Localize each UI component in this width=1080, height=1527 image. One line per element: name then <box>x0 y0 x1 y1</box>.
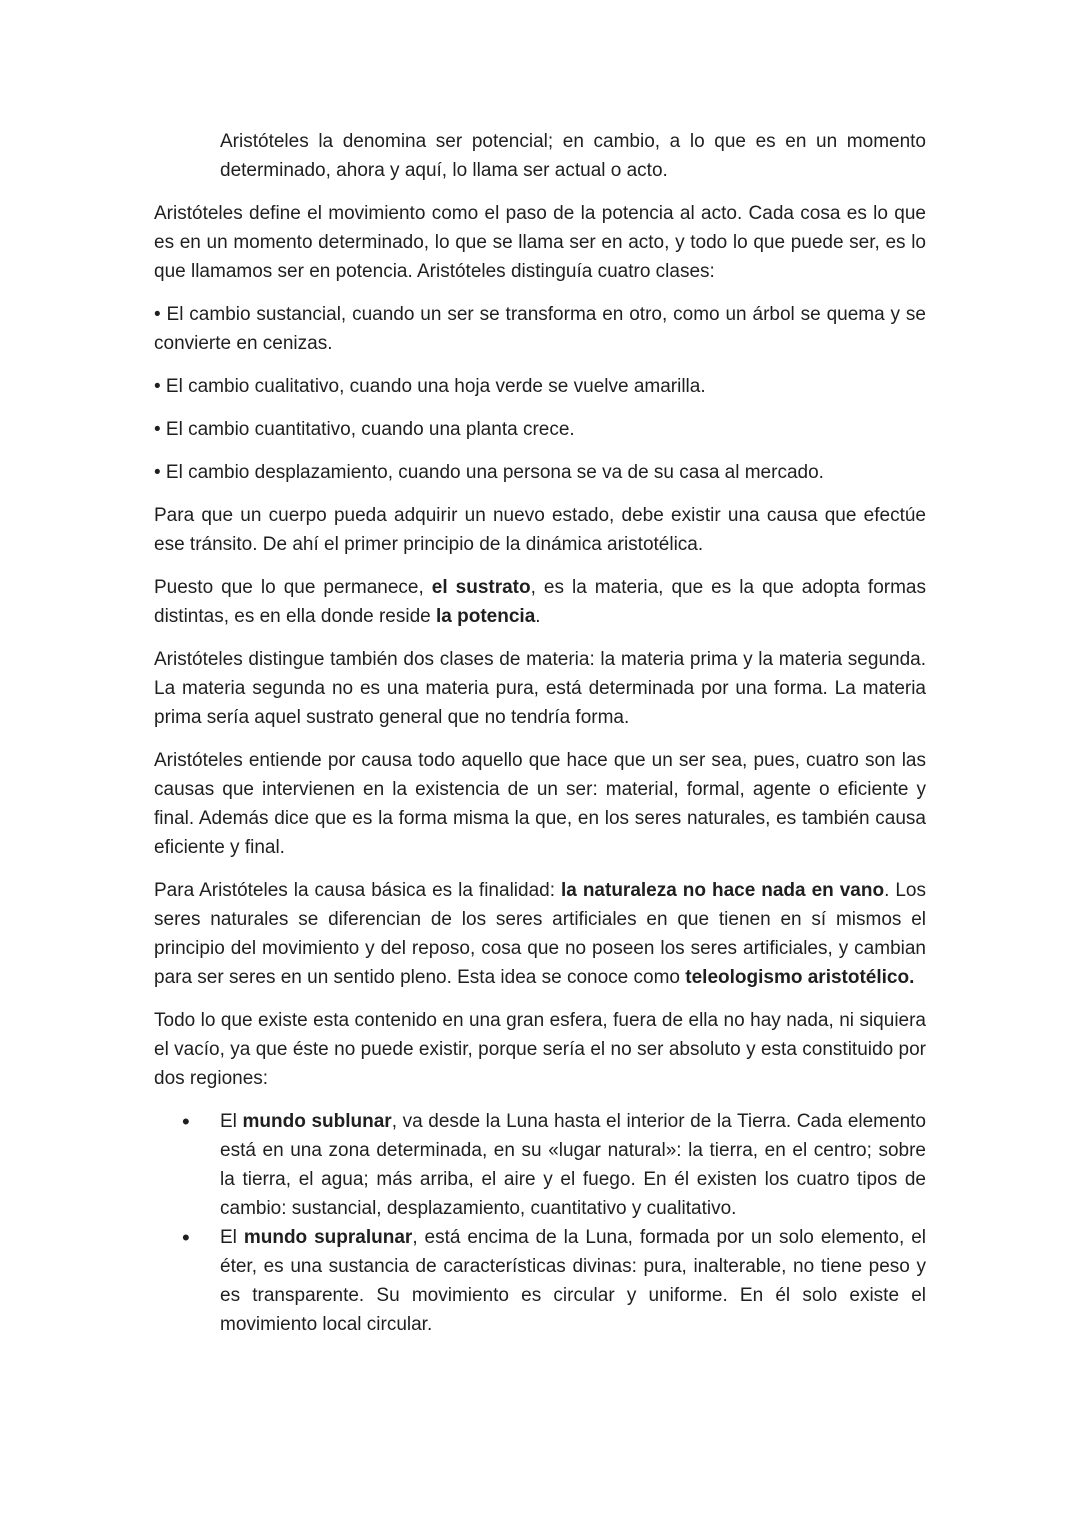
paragraph-finalidad: Para Aristóteles la causa básica es la finalidad: la naturaleza no hace nada en vano. Los seres naturales se diferencian de los seres artificiales en que tienen en sí mismos el principio del movimiento y del reposo, cosa que no poseen los seres artificiales, y cambian para ser seres en un sentido pleno. Esta idea se conoce como teleologismo aristotélico. <box>154 880 926 988</box>
paragraph-causas: Aristóteles entiende por causa todo aquello que hace que un ser sea, pues, cuatro son las causas que intervienen en la existencia de un ser: material, formal, agente o eficiente y final. Además dice que es la forma misma la que, en los seres naturales, es también causa eficiente y final. <box>154 750 926 858</box>
document-body <box>154 127 926 1339</box>
region-item-sublunar: • El mundo sublunar, va desde la Luna hasta el interior de la Tierra. Cada elemento está en una zona determinada, en su «lugar natural»: la tierra, en el centro; sobre la tierra, el agua; más arriba, el aire y el fuego. En él existen los cuatro tipos de cambio: sustancial, desplazamiento, cuantitativo y cualitativo. <box>154 1107 926 1223</box>
term-naturaleza: la naturaleza no hace nada en vano <box>560 880 885 901</box>
change-item: • El cambio cualitativo, cuando una hoja verde se vuelve amarilla. <box>154 376 706 397</box>
change-item: • El cambio sustancial, cuando un ser se transforma en otro, como un árbol se quema y se convierte en cenizas. <box>154 304 926 354</box>
paragraph-movimiento: Aristóteles define el movimiento como el paso de la potencia al acto. Cada cosa es lo que es en un momento determinado, lo que se llama ser en acto, y todo lo que puede ser, es lo que llamamos ser en potencia. Aristóteles distinguía cuatro clases: <box>154 203 926 282</box>
term-mundo-sublunar: mundo sublunar <box>242 1111 392 1132</box>
term-mundo-supralunar: mundo supralunar <box>243 1227 413 1248</box>
term-sustrato: el sustrato <box>431 577 531 598</box>
paragraph-materia: Aristóteles distingue también dos clases de materia: la materia prima y la materia segunda. La materia segunda no es una materia pura, está determinada por una forma. La materia prima sería aquel sustrato general que no tendría forma. <box>154 649 926 728</box>
change-item: • El cambio cuantitativo, cuando una planta crece. <box>154 419 575 440</box>
term-potencia: la potencia <box>436 606 536 627</box>
paragraph-esfera: Todo lo que existe esta contenido en una gran esfera, fuera de ella no hay nada, ni siquiera el vacío, ya que éste no puede existir, porque sería el no ser absoluto y esta constituido por dos regiones: <box>154 1010 926 1089</box>
term-teleologismo: teleologismo aristotélico. <box>685 967 915 988</box>
change-item: • El cambio desplazamiento, cuando una persona se va de su casa al mercado. <box>154 462 824 483</box>
intro-continuation: Aristóteles la denomina ser potencial; en cambio, a lo que es en un momento determinado, ahora y aquí, lo llama ser actual o acto. <box>220 131 926 181</box>
regions-list <box>154 1107 926 1339</box>
region-item-supralunar: • El mundo supralunar, está encima de la Luna, formada por un solo elemento, el éter, es una sustancia de características divinas: pura, inalterable, no tiene peso y es transparente. Su movimiento es circular y uniforme. En él solo existe el movimiento local circular. <box>154 1223 926 1339</box>
paragraph-causa-transito: Para que un cuerpo pueda adquirir un nuevo estado, debe existir una causa que efectúe ese tránsito. De ahí el primer principio de la dinámica aristotélica. <box>154 505 926 555</box>
paragraph-sustrato: Puesto que lo que permanece, el sustrato, es la materia, que es la que adopta formas distintas, es en ella donde reside la potencia. <box>154 577 926 627</box>
